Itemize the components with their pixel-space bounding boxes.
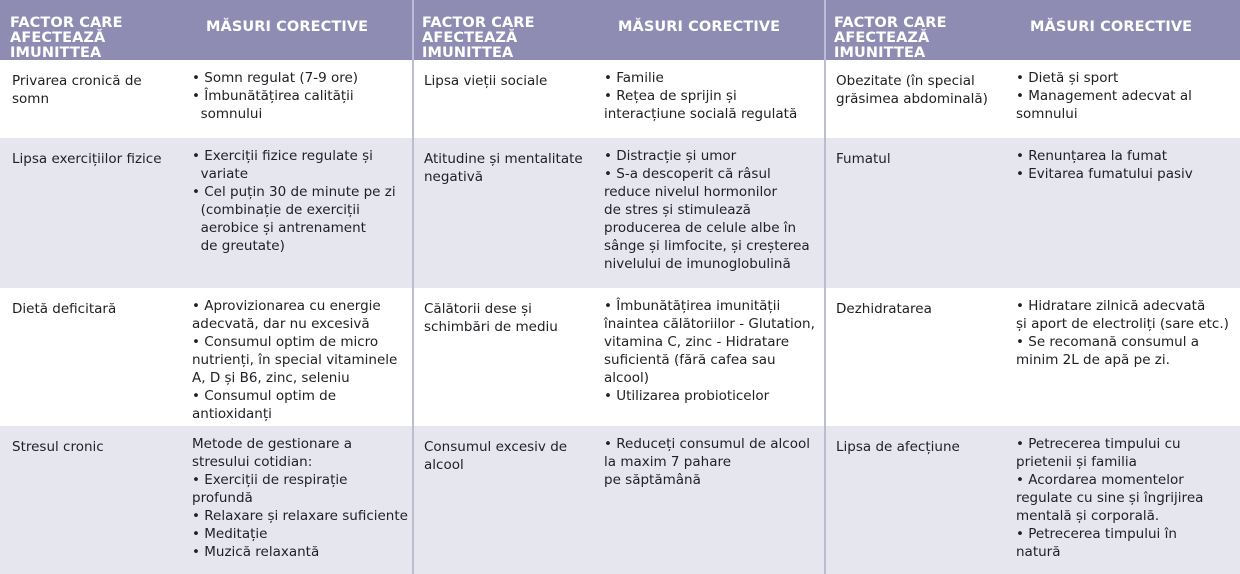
measures-text: • Petrecerea timpului cu prietenii și familia • Acordarea momentelor regulate cu sine și îngrijirea mentală și corporală. • Petrecerea timpului în natură (1016, 436, 1204, 560)
factor-text: Stresul cronic (12, 439, 104, 455)
factor-header: FACTOR CARE AFECTEAZĂ IMUNITTEA (10, 15, 123, 60)
factor-text: Consumul excesiv de alcool (424, 439, 568, 473)
factor-text: Fumatul (836, 151, 891, 167)
factor-text: Privarea cronică de somn (12, 73, 142, 107)
column-divider (824, 0, 826, 574)
factor-text: Atitudine și mentalitate negativă (424, 151, 583, 185)
table-cell (824, 60, 1240, 138)
measures-text: • Renunțarea la fumat • Evitarea fumatului pasiv (1016, 148, 1193, 182)
measures-text: • Exerciții fizice regulate și variate • Cel puțin 30 de minute pe zi (combinație de exerciții aerobice și antrenament de greutate) (192, 148, 396, 254)
factor-text: Călătorii dese și schimbări de mediu (424, 301, 558, 335)
measures-header: MĂSURI CORECTIVE (618, 19, 781, 35)
measures-text: • Dietă și sport • Management adecvat al somnului (1016, 70, 1192, 122)
measures-text: • Îmbunătățirea imunității înaintea călătoriilor - Glutation, vitamina C, zinc - Hidratare suficientă (fără cafea sau alcool) • Utilizarea probioticelor (604, 298, 815, 404)
measures-text: • Aprovizionarea cu energie adecvată, dar nu excesivă • Consumul optim de micro nutrienți, în special vitaminele A, D și B6, zinc, seleniu • Consumul optim de antioxidanți (192, 298, 398, 422)
table-cell (824, 288, 1240, 426)
table-cell (0, 426, 412, 574)
table-cell (412, 288, 824, 426)
factor-text: Lipsa de afecțiune (836, 439, 960, 455)
measures-text: • Somn regulat (7-9 ore) • Îmbunătățirea calității somnului (192, 70, 359, 122)
factor-header: FACTOR CARE AFECTEAZĂ IMUNITTEA (422, 15, 535, 60)
factor-text: Dietă deficitară (12, 301, 117, 317)
header-cell-3 (824, 0, 1240, 60)
table-cell (824, 138, 1240, 288)
factor-header: FACTOR CARE AFECTEAZĂ IMUNITTEA (834, 15, 947, 60)
table-cell (412, 138, 824, 288)
measures-header: MĂSURI CORECTIVE (206, 19, 369, 35)
table-cell (0, 288, 412, 426)
factor-text: Obezitate (în special grăsimea abdominală) (836, 73, 988, 107)
measures-text: • Hidratare zilnică adecvată și aport de electroliți (sare etc.) • Se recomană consumul a minim 2L de apă pe zi. (1016, 298, 1229, 368)
table-cell (824, 426, 1240, 574)
table-cell (0, 60, 412, 138)
measures-text: • Reduceți consumul de alcool la maxim 7 pahare pe săptămână (604, 436, 810, 488)
table-cell (412, 426, 824, 574)
measures-header: MĂSURI CORECTIVE (1030, 19, 1193, 35)
header-cell-1 (0, 0, 412, 60)
factor-text: Lipsa vieții sociale (424, 73, 548, 89)
measures-text: Metode de gestionare a stresului cotidian: • Exerciții de respirație profundă • Relaxare și relaxare suficiente • Meditație • Muzică relaxantă (192, 436, 408, 560)
table-cell (412, 60, 824, 138)
column-divider (412, 0, 414, 574)
factor-text: Dezhidratarea (836, 301, 932, 317)
table-cell (0, 138, 412, 288)
measures-text: • Distracție și umor • S-a descoperit că râsul reduce nivelul hormonilor de stres și stimulează producerea de celule albe în sânge și limfocite, și creșterea nivelului de imunoglobulină (604, 148, 810, 272)
factor-text: Lipsa exercițiilor fizice (12, 151, 162, 167)
measures-text: • Familie • Rețea de sprijin și interacțiune socială regulată (604, 70, 798, 122)
header-cell-2 (412, 0, 824, 60)
